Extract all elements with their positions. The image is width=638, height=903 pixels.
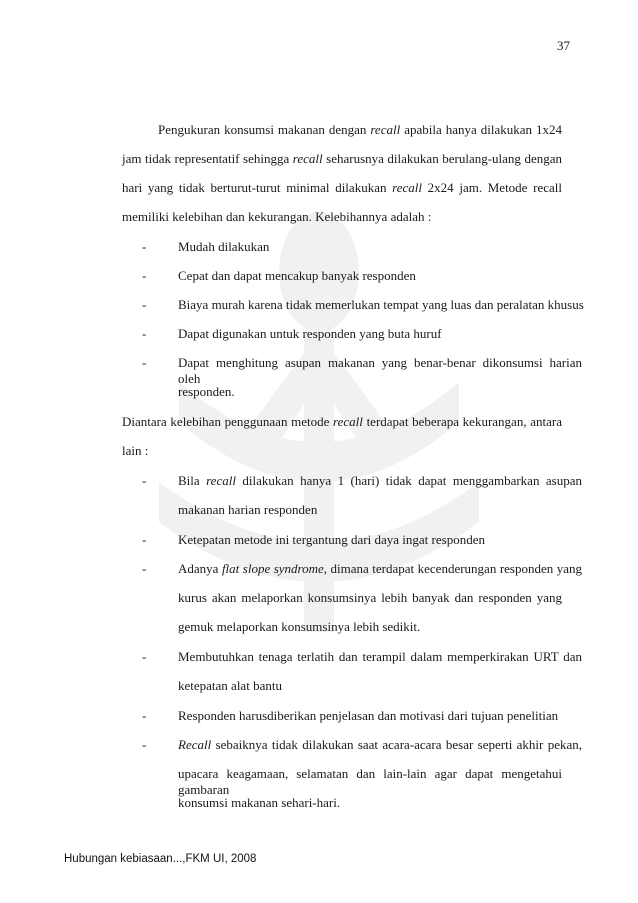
page-number: 37: [557, 38, 570, 53]
text-run: jam tidak representatif sehingga: [122, 151, 293, 166]
list-dash: -: [142, 561, 147, 576]
paragraph1-line4: memiliki kelebihan dan kekurangan. Kelebihannya adalah :: [122, 209, 432, 224]
list-item-text: Responden harusdiberikan penjelasan dan motivasi dari tujuan penelitian: [178, 708, 559, 723]
list-item-text: Ketepatan metode ini tergantung dari daya ingat responden: [178, 532, 485, 547]
disadvantage-item-continuation: ketepatan alat bantu: [178, 678, 282, 693]
footer-citation: Hubungan kebiasaan...,FKM UI, 2008: [64, 853, 257, 865]
paragraph2-line1: [122, 414, 562, 430]
disadvantage-item-continuation: kurus akan melaporkan konsumsinya lebih banyak dan responden yang: [178, 590, 562, 605]
list-dash: -: [142, 708, 147, 723]
italic-term: recall: [333, 414, 363, 429]
list-item-text: Biaya murah karena tidak memerlukan tempat yang luas dan peralatan khusus: [178, 297, 584, 312]
list-dash: -: [142, 355, 147, 370]
list-dash: -: [142, 297, 147, 312]
text-run: apabila hanya dilakukan 1x24: [400, 122, 562, 137]
list-item-text: Dapat menghitung asupan makanan yang benar-benar dikonsumsi harian oleh: [178, 355, 582, 386]
text-run: 2x24 jam. Metode recall: [421, 180, 562, 195]
list-dash: -: [142, 326, 147, 341]
italic-term: recall: [392, 180, 422, 195]
paragraph2-line2: lain :: [122, 443, 149, 458]
list-dash: -: [142, 649, 147, 664]
list-item-text: Dapat digunakan untuk responden yang buta huruf: [178, 326, 442, 341]
list-item-text: Cepat dan dapat mencakup banyak responden: [178, 268, 416, 283]
italic-term: recall: [292, 151, 323, 166]
list-dash: -: [142, 532, 147, 547]
list-dash: -: [142, 239, 147, 254]
text-run: hari yang tidak berturut-turut minimal dilakukan: [122, 180, 393, 195]
list-dash: -: [142, 268, 147, 283]
disadvantage-item-continuation: konsumsi makanan sehari-hari.: [178, 795, 341, 810]
list-dash: -: [142, 473, 147, 488]
list-item-text: Mudah dilakukan: [178, 239, 270, 254]
text-run: Diantara kelebihan penggunaan metode: [122, 414, 334, 429]
paragraph1-line3: [122, 180, 562, 196]
text-run: seharusnya dilakukan berulang-ulang dengan: [322, 151, 562, 166]
text-run: terdapat beberapa kekurangan, antara: [362, 414, 562, 429]
list-dash: -: [142, 737, 147, 752]
italic-term: recall: [370, 122, 401, 137]
list-item-text: Adanya flat slope syndrome, dimana terdapat kecenderungan responden yang: [178, 561, 583, 576]
disadvantage-item-continuation: gemuk melaporkan konsumsinya lebih sedikit.: [178, 619, 421, 634]
advantage-item-continuation: responden.: [178, 384, 235, 399]
paragraph1-line1: [122, 122, 562, 138]
text-run: Pengukuran konsumsi makanan dengan: [158, 122, 371, 137]
paragraph1-line2: [122, 151, 562, 167]
list-item-text: Bila recall dilakukan hanya 1 (hari) tidak dapat menggambarkan asupan: [178, 473, 582, 488]
disadvantage-item-continuation: upacara keagamaan, selamatan dan lain-lain agar dapat mengetahui gambaran: [178, 766, 562, 797]
list-item-text: Recall sebaiknya tidak dilakukan saat acara-acara besar seperti akhir pekan,: [178, 737, 582, 752]
disadvantage-item-continuation: makanan harian responden: [178, 502, 318, 517]
list-item-text: Membutuhkan tenaga terlatih dan terampil dalam memperkirakan URT dan: [178, 649, 582, 664]
